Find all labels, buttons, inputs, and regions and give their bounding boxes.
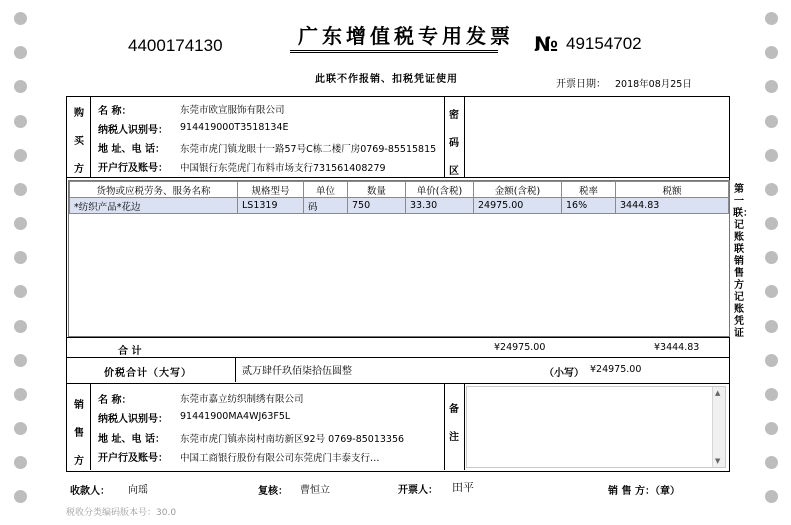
number-symbol: № <box>534 32 559 56</box>
divider <box>66 337 729 338</box>
divider <box>444 383 445 470</box>
divider <box>66 177 729 178</box>
column-header[interactable]: 金额(含税) <box>474 182 562 198</box>
feed-hole-icon <box>765 80 778 93</box>
grand-small-label: （小写） <box>544 368 584 379</box>
reviewer-label: 复核： <box>258 486 288 497</box>
divider <box>444 96 445 177</box>
feed-hole-icon <box>765 183 778 196</box>
version-label <box>66 505 176 518</box>
total-tax[interactable]: ¥3444.83 <box>654 342 700 353</box>
invoice-number: 49154702 <box>566 34 642 53</box>
divider <box>235 357 236 382</box>
feed-hole-icon <box>765 251 778 264</box>
goods-table <box>69 181 729 214</box>
feed-hole-icon <box>765 320 778 333</box>
feed-hole-icon <box>14 183 27 196</box>
divider <box>464 383 465 470</box>
buyer-taxid-label: 纳税人识别号： <box>98 125 168 136</box>
feed-hole-icon <box>765 217 778 230</box>
column-header[interactable]: 单价(含税) <box>406 182 474 198</box>
table-cell[interactable]: 750 <box>348 198 406 214</box>
feed-hole-icon <box>14 251 27 264</box>
column-header[interactable]: 数量 <box>348 182 406 198</box>
feed-hole-icon <box>14 46 27 59</box>
buyer-address[interactable]: 东莞市虎门镇龙眼十一路57号C栋二楼厂房0769-85515815 <box>180 144 437 155</box>
buyer-name-label: 名 称： <box>98 106 132 117</box>
divider <box>66 357 729 358</box>
feed-hole-icon <box>765 12 778 25</box>
divider <box>90 383 91 470</box>
feed-hole-icon <box>14 422 27 435</box>
total-amount[interactable]: ¥24975.00 <box>494 342 546 353</box>
date-label: 开票日期： <box>556 79 606 90</box>
feed-hole-icon <box>14 285 27 298</box>
buyer-side-label: 购买方 <box>74 108 84 175</box>
cipher-label: 密码区 <box>449 110 459 177</box>
feed-hole-icon <box>765 490 778 503</box>
remark-scrollbar[interactable] <box>712 387 725 467</box>
seller-taxid[interactable]: 91441900MA4WJ63F5L <box>180 411 291 422</box>
copy-note: 第一联：记账联 销售方记账凭证 <box>733 184 753 339</box>
drawer-value[interactable]: 田平 <box>452 481 474 494</box>
total-label: 合 计 <box>118 346 142 357</box>
table-cell[interactable]: 码 <box>304 198 348 214</box>
buyer-name[interactable]: 东莞市欧宣服饰有限公司 <box>180 105 285 116</box>
invoice-title: 广东增值税专用发票 <box>298 24 514 48</box>
drawer-label: 开票人： <box>398 485 438 496</box>
table-header <box>70 182 729 198</box>
seller-name[interactable]: 东莞市嘉立纺织制绣有限公司 <box>180 394 304 405</box>
date-value: 2018年08月25日 <box>615 79 692 90</box>
feed-hole-icon <box>765 285 778 298</box>
column-header[interactable]: 税额 <box>616 182 729 198</box>
invoice-subtitle: 此联不作报销、扣税凭证使用 <box>315 74 458 85</box>
version-value: 30.0 <box>156 508 177 518</box>
feed-hole-icon <box>765 149 778 162</box>
seller-taxid-label: 纳税人识别号： <box>98 414 168 425</box>
divider <box>90 96 91 177</box>
table-cell[interactable]: *纺织产品*花边 <box>70 198 238 214</box>
payee-label: 收款人： <box>70 486 110 497</box>
feed-hole-icon <box>14 354 27 367</box>
goods-table-area <box>68 180 730 337</box>
buyer-bank[interactable]: 中国银行东莞虎门布料市场支行731561408279 <box>180 163 386 174</box>
buyer-bank-label: 开户行及账号： <box>98 163 168 174</box>
feed-hole-icon <box>765 46 778 59</box>
seller-side-label: 销售方 <box>74 400 84 467</box>
table-cell[interactable]: 16% <box>562 198 616 214</box>
table-cell[interactable]: LS1319 <box>238 198 304 214</box>
grand-total-label: 价税合计（大写） <box>104 368 192 379</box>
feed-hole-icon <box>765 388 778 401</box>
remark-label: 备注 <box>449 404 459 443</box>
buyer-taxid[interactable]: 914419000T3518134E <box>180 122 289 133</box>
feed-hole-icon <box>14 12 27 25</box>
feed-hole-icon <box>14 490 27 503</box>
feed-hole-icon <box>765 115 778 128</box>
feed-hole-icon <box>765 422 778 435</box>
scroll-up-icon[interactable]: ▲ <box>715 389 721 397</box>
scroll-down-icon[interactable]: ▼ <box>715 457 721 465</box>
column-header[interactable]: 单位 <box>304 182 348 198</box>
feed-hole-icon <box>14 149 27 162</box>
table-cell[interactable]: 24975.00 <box>474 198 562 214</box>
payee-value[interactable]: 向瑶 <box>128 485 148 496</box>
buyer-address-label: 地 址、电 话： <box>98 144 165 155</box>
feed-hole-icon <box>765 456 778 469</box>
divider <box>464 96 465 177</box>
seller-name-label: 名 称： <box>98 395 132 406</box>
feed-hole-icon <box>14 456 27 469</box>
feed-hole-icon <box>14 217 27 230</box>
seller-bank[interactable]: 中国工商银行股份有限公司东莞虎门丰泰支行… <box>180 453 380 464</box>
divider <box>66 383 729 384</box>
seller-address-label: 地 址、电 话： <box>98 434 165 445</box>
table-row[interactable] <box>70 198 729 214</box>
table-cell[interactable]: 33.30 <box>406 198 474 214</box>
table-cell[interactable]: 3444.83 <box>616 198 729 214</box>
feed-hole-icon <box>14 388 27 401</box>
title-underline <box>290 50 498 53</box>
grand-total-upper[interactable]: 贰万肆仟玖佰柒拾伍圆整 <box>242 366 352 377</box>
feed-hole-icon <box>14 80 27 93</box>
seller-address[interactable]: 东莞市虎门镇赤岗村南坊新区92号 0769-85013356 <box>180 434 405 445</box>
column-header[interactable]: 货物或应税劳务、服务名称 <box>70 182 238 198</box>
remark-textarea[interactable] <box>466 386 726 468</box>
feed-hole-icon <box>765 354 778 367</box>
seller-bank-label: 开户行及账号： <box>98 453 168 464</box>
seller-stamp-label: 销 售 方：（章） <box>608 486 680 497</box>
feed-hole-icon <box>14 115 27 128</box>
column-header[interactable]: 税率 <box>562 182 616 198</box>
grand-total-small[interactable]: ¥24975.00 <box>590 364 642 375</box>
invoice-code: 4400174130 <box>128 36 223 55</box>
feed-hole-icon <box>14 320 27 333</box>
reviewer-value[interactable]: 曹恒立 <box>300 485 330 496</box>
version-label-text: 税收分类编码版本号： <box>66 508 157 518</box>
column-header[interactable]: 规格型号 <box>238 182 304 198</box>
